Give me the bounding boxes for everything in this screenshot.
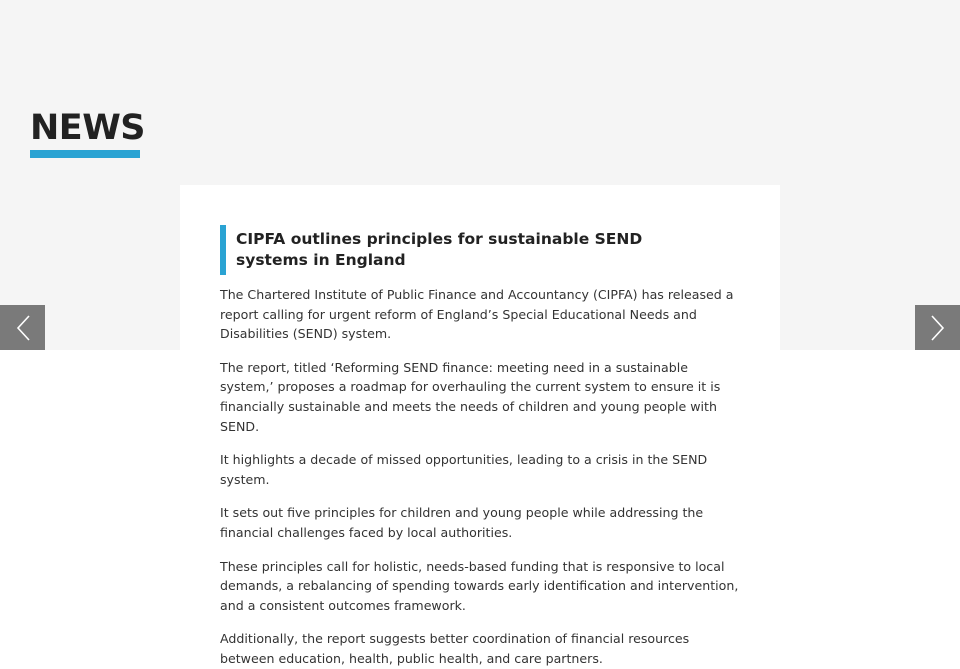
article-paragraph: It sets out five principles for children and young people while addressing the financial challenges faced by local authorities. [220, 505, 704, 540]
article-paragraph: The Chartered Institute of Public Finance and Accountancy (CIPFA) has released a report calling for urgent reform of England’s Special Educational Needs and Disabilities (SEND) system. [220, 287, 734, 342]
chevron-left-icon [15, 314, 31, 342]
article-paragraph: These principles call for holistic, needs-based funding that is responsive to local demands, a rebalancing of spending towards early identification and intervention, and a consistent outcomes framework. [220, 558, 739, 613]
chevron-right-icon [930, 314, 946, 342]
news-card [180, 185, 780, 665]
article-paragraph: The report, titled ‘Reforming SEND finance: meeting need in a sustainable system,’ proposes a roadmap for overhauling the current system to ensure it is financially sustainable and meets the needs of children and young people with SEND. [220, 359, 721, 434]
section-title: NEWS [30, 108, 146, 148]
prev-slide-button[interactable] [0, 305, 45, 350]
article-title: CIPFA outlines principles for sustainable SEND systems in England [220, 225, 690, 275]
next-slide-button[interactable] [915, 305, 960, 350]
article-paragraph: It highlights a decade of missed opportunities, leading to a crisis in the SEND system. [220, 452, 708, 487]
title-underline [30, 150, 140, 158]
article-paragraph: Additionally, the report suggests better coordination of financial resources between education, health, public health, and care partners. [220, 631, 690, 666]
